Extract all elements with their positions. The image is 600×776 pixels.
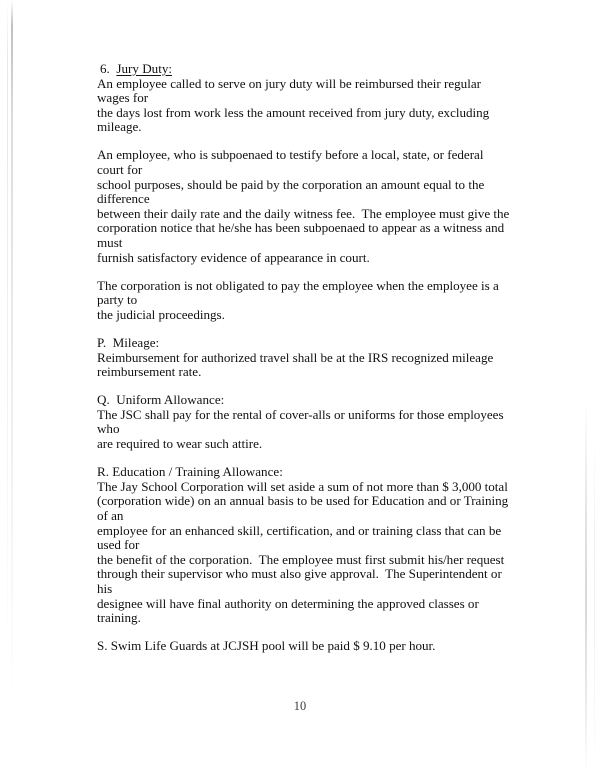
section-heading-text: P. Mileage:: [97, 335, 160, 350]
paragraph-block: [97, 639, 513, 654]
text-line: corporation notice that he/she has been subpoenaed to appear as a witness and must: [97, 220, 508, 251]
text-line: S. Swim Life Guards at JCJSH pool will be paid $ 9.10 per hour.: [97, 638, 436, 654]
text-line: Reimbursement for authorized travel shall be at the IRS recognized mileage: [97, 349, 494, 365]
text-line: the days lost from work less the amount received from jury duty, excluding mileage.: [97, 104, 493, 135]
section-heading-text: R. Education / Training Allowance:: [97, 464, 283, 480]
text-line: employee for an enhanced skill, certification, and or training class that can be used for: [97, 522, 505, 553]
section-heading-text: Q. Uniform Allowance:: [97, 392, 225, 408]
paragraph-block: [97, 148, 513, 265]
paragraph-block: [97, 393, 513, 451]
section-heading: [97, 336, 513, 351]
text-line: the benefit of the corporation. The employee must first submit his/her request: [97, 551, 505, 567]
text-line: An employee, who is subpoenaed to testify before a local, state, or federal court for: [97, 147, 487, 178]
scan-artifact-left-edge-secondary: [7, 0, 8, 776]
text-line: (corporation wide) on an annual basis to be used for Education and or Training of an: [97, 493, 512, 523]
text-line: through their supervisor who must also give approval. The Superintendent or his: [97, 566, 506, 596]
text-line: designee will have final authority on determining the approved classes or training.: [97, 595, 483, 626]
paragraph-block: [97, 62, 513, 135]
paragraph-block: [97, 336, 513, 380]
text-line: are required to wear such attire.: [97, 436, 263, 452]
text-line: The JSC shall pay for the rental of cover-alls or uniforms for those employees who: [97, 406, 507, 437]
text-line: The Jay School Corporation will set aside a sum of not more than $ 3,000 total: [97, 478, 508, 494]
paragraph-block: [97, 279, 513, 323]
scan-artifact-right-edge: [585, 0, 587, 776]
paragraph-block: [97, 465, 513, 626]
text-line: An employee called to serve on jury duty will be reimbursed their regular wages for: [97, 75, 485, 106]
text-line: furnish satisfactory evidence of appearance in court.: [97, 249, 370, 265]
text-line: between their daily rate and the daily witness fee. The employee must give the: [97, 205, 510, 221]
text-line: reimbursement rate.: [97, 364, 202, 380]
scan-artifact-left-edge: [11, 0, 13, 776]
page-number: 10: [293, 699, 307, 713]
scan-artifact-right-edge-secondary: [594, 0, 595, 776]
section-heading: [97, 62, 513, 77]
section-heading-prefix: 6.: [100, 61, 117, 76]
section-heading: [97, 465, 513, 480]
document-text-body: [97, 62, 513, 654]
section-heading: [97, 393, 513, 408]
text-line: school purposes, should be paid by the corporation an amount equal to the difference: [97, 176, 488, 207]
section-heading-text: Jury Duty:: [116, 61, 173, 76]
text-line: the judicial proceedings.: [97, 306, 225, 322]
text-line: The corporation is not obligated to pay the employee when the employee is a party to: [97, 277, 503, 308]
